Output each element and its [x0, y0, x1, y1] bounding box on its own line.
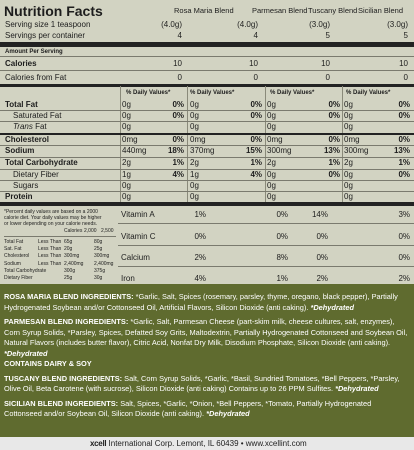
nutrient-daily-value: 1% — [328, 158, 340, 167]
nutrient-amount: 2g — [267, 158, 276, 167]
nutrient-amount: 0g — [344, 100, 353, 109]
nutrient-daily-value: 0% — [328, 100, 340, 109]
vitamin-value: 8% — [276, 253, 288, 262]
vitamin-value: 1% — [194, 210, 206, 219]
thick-divider — [0, 42, 414, 47]
nutrient-amount: 0g — [122, 111, 131, 120]
serving-size-parmesan: (4.0g) — [237, 20, 258, 29]
nutrient-daily-value: 0% — [328, 111, 340, 120]
nutrient-daily-value: 13% — [393, 146, 410, 155]
footnote-cell: Less Than — [38, 260, 62, 267]
nutrient-daily-value: 1% — [250, 158, 262, 167]
footnote-cell: 2,400mg — [94, 260, 114, 267]
parmesan-ingredients — [4, 317, 410, 370]
col-header-parmesan: Parmesan Blend — [252, 6, 308, 15]
divider — [118, 223, 414, 224]
calories-sicilian: 10 — [399, 59, 408, 68]
sicilian-ingredients — [4, 399, 410, 420]
nutrient-amount: 0g — [122, 122, 131, 131]
nutrient-amount: 0g — [267, 192, 276, 201]
divider — [118, 266, 414, 267]
nutrient-daily-value: 0% — [398, 135, 410, 144]
rosa-ingredients-heading: ROSA MARIA BLEND INGREDIENTS: — [4, 292, 134, 301]
nutrient-amount: 0g — [122, 100, 131, 109]
column-separator — [120, 86, 121, 202]
nutrient-label-protein: Protein — [5, 192, 33, 201]
footnote-cal-2000: 2,000 — [84, 228, 97, 234]
nutrient-amount: 0g — [344, 181, 353, 190]
vitamin-value: 0% — [316, 253, 328, 262]
vitamin-value: 0% — [194, 232, 206, 241]
trans-label: Trans — [13, 122, 33, 131]
nutrient-amount: 0g — [344, 122, 353, 131]
footnote-cell: 375g — [94, 267, 106, 274]
vitamin-value: 2% — [398, 274, 410, 283]
servings-rosa: 4 — [177, 31, 182, 40]
calories-rosa: 10 — [173, 59, 182, 68]
nutrient-daily-value: 0% — [172, 100, 184, 109]
footnote-cal-label: Calories — [64, 228, 83, 234]
footnote-cell: Less Than — [38, 253, 62, 260]
nutrient-amount: 1g — [190, 170, 199, 179]
calories-label: Calories — [5, 59, 37, 68]
footnote-line: *Percent daily values are based on a 2000 — [4, 209, 98, 215]
nutrient-daily-value: 1% — [172, 158, 184, 167]
nutrient-amount: 300mg — [344, 146, 369, 155]
nutrient-daily-value: 4% — [172, 170, 184, 179]
vitamin-value: 0% — [398, 232, 410, 241]
nutrient-amount: 0g — [190, 111, 199, 120]
nutrient-amount: 0g — [267, 181, 276, 190]
amount-per-serving: Amount Per Serving — [5, 49, 63, 55]
nutrient-daily-value: 18% — [167, 146, 184, 155]
nutrient-daily-value: 0% — [172, 135, 184, 144]
divider — [4, 236, 116, 237]
tuscany-ingredients-text: Salt, Corn Syrup Solids, *Garlic, *Basil, Sundried Tomatoes, *Bell Peppers, *Parsley, Olive Oil, Beta Carotene (with sucrose), Silicon Dioxide (anti caking) Contains up to 26 PPM Sulfites. — [4, 373, 400, 393]
nutrient-label-sat-fat: Saturated Fat — [13, 111, 62, 120]
vitamin-value: 4% — [194, 274, 206, 283]
vitamin-value: 3% — [398, 210, 410, 219]
nutrient-daily-value: 0% — [398, 170, 410, 179]
calories-fat-rosa: 0 — [177, 73, 182, 82]
nutrient-amount: 0g — [344, 170, 353, 179]
tuscany-ingredients-heading: TUSCANY BLEND INGREDIENTS: — [4, 373, 123, 383]
footnote-cell: 25g — [64, 275, 73, 281]
footnote-line: calorie diet. Your daily values may be higher — [4, 215, 102, 221]
nutrition-facts-title: Nutrition Facts — [4, 3, 103, 19]
serving-size-rosa: (4.0g) — [161, 20, 182, 29]
nutrient-label-cholesterol: Cholesterol — [5, 135, 50, 144]
nutrient-daily-value: 1% — [398, 158, 410, 167]
nutrient-daily-value: 0% — [328, 170, 340, 179]
footnote-cell: 300g — [64, 267, 76, 274]
footnote-cell: Dietary Fiber — [4, 275, 33, 281]
footnote-cell: 300mg — [64, 253, 80, 260]
footnote-cell: Less Than — [38, 246, 62, 253]
thick-divider — [0, 202, 414, 206]
footnote-cell: 65g — [64, 239, 73, 245]
footnote-cell: Total Fat — [4, 239, 24, 245]
col-header-tuscany: Tuscany Blend — [308, 6, 358, 15]
serving-size-sicilian: (3.0g) — [387, 20, 408, 29]
footnote-cell: 300mg — [94, 253, 110, 260]
divider — [0, 56, 414, 57]
nutrient-label-sodium: Sodium — [5, 146, 35, 155]
nutrient-amount: 0g — [190, 192, 199, 201]
divider — [0, 70, 414, 71]
nutrient-amount: 0g — [190, 181, 199, 190]
vitamin-value: 0% — [398, 253, 410, 262]
calories-fat-parmesan: 0 — [253, 73, 258, 82]
nutrient-amount: 0g — [344, 111, 353, 120]
rosa-dehydrated: *Dehydrated — [308, 302, 354, 312]
nutrient-daily-value: 13% — [323, 146, 340, 155]
rosa-ingredients-text: *Garlic, Salt, Spices (rosemary, parsley, thyme, oregano, black pepper), Partially Hydrogenated Soybean and/or Cottonseed Oil, Artificial Flavors, Silicon Dioxide (anti caking). — [4, 292, 398, 312]
vitamin-label: Vitamin A — [121, 210, 155, 219]
vitamin-value: 2% — [316, 274, 328, 283]
nutrient-amount: 2g — [190, 158, 199, 167]
nutrient-daily-value: 0% — [172, 111, 184, 120]
nutrient-label-carbs: Total Carbohydrate — [5, 158, 78, 167]
nutrient-amount: 0g — [190, 100, 199, 109]
calories-fat-label: Calories from Fat — [5, 73, 67, 82]
nutrient-amount: 0g — [267, 100, 276, 109]
vitamin-value: 0% — [316, 232, 328, 241]
nutrient-label-trans-fat — [13, 123, 47, 131]
footnote-cell: Sat. Fat — [4, 246, 22, 253]
footnote-line: or lower depending on your calorie needs. — [4, 221, 98, 227]
nutrient-daily-value: 4% — [250, 170, 262, 179]
allergen-statement: CONTAINS DAIRY & SOY — [4, 359, 92, 368]
divider — [118, 245, 414, 246]
ingredients-section — [0, 284, 414, 450]
vitamin-value: 0% — [276, 232, 288, 241]
nutrient-daily-value: 0% — [250, 135, 262, 144]
col-header-sicilian: Sicilian Blend — [358, 6, 404, 15]
footnote-cell: Cholesterol — [4, 253, 30, 260]
nutrient-amount: 2g — [122, 158, 131, 167]
nutrient-amount: 370mg — [190, 146, 215, 155]
sicilian-dehydrated: *Dehydrated — [204, 409, 250, 418]
calories-parmesan: 10 — [249, 59, 258, 68]
nutrient-amount: 1g — [122, 170, 131, 179]
parmesan-dehydrated: *Dehydrated — [4, 348, 48, 358]
nutrient-amount: 300mg — [267, 146, 292, 155]
medium-divider — [0, 84, 414, 87]
footnote-cell: Sodium — [4, 260, 21, 267]
footnote-text — [4, 209, 116, 227]
serving-size-label: Serving size 1 teaspoon — [5, 20, 91, 29]
calories-fat-tuscany: 0 — [325, 73, 330, 82]
footnote-cell: Total Carbohydrate — [4, 267, 47, 274]
nutrient-label-sugars: Sugars — [13, 181, 39, 190]
servings-label: Servings per container — [5, 31, 86, 40]
footnote-cell: 2,400mg — [64, 260, 84, 267]
vitamin-label: Vitamin C — [121, 232, 156, 241]
column-separator — [342, 86, 343, 202]
parmesan-ingredients-heading: PARMESAN BLEND INGREDIENTS: — [4, 317, 129, 326]
nutrient-amount: 0g — [267, 170, 276, 179]
vitamin-value: 2% — [194, 253, 206, 262]
column-separator — [265, 86, 266, 202]
footnote-cell: Less Than — [38, 239, 62, 245]
nutrient-amount: 440mg — [122, 146, 147, 155]
sicilian-ingredients-heading: SICILIAN BLEND INGREDIENTS: — [4, 398, 119, 408]
nutrient-amount: 0g — [122, 181, 131, 190]
rosa-ingredients — [4, 292, 410, 313]
column-separator — [187, 86, 188, 202]
tuscany-ingredients — [4, 374, 410, 395]
fat-label: Fat — [32, 122, 47, 131]
nutrient-amount: 0g — [344, 192, 353, 201]
nutrient-label-fiber: Dietary Fiber — [13, 170, 59, 179]
nutrient-label-total-fat: Total Fat — [5, 100, 38, 109]
footnote-cell: 20g — [64, 246, 73, 253]
vitamin-label: Calcium — [121, 253, 150, 262]
nutrient-daily-value: 0% — [250, 100, 262, 109]
brand-logo: xcell — [90, 439, 107, 448]
nutrient-amount: 0g — [122, 192, 131, 201]
servings-parmesan: 4 — [253, 31, 258, 40]
vitamin-label: Iron — [121, 274, 135, 283]
nutrient-daily-value: 0% — [250, 111, 262, 120]
dv-header-tuscany: % Daily Values* — [270, 90, 315, 96]
calories-fat-sicilian: 0 — [403, 73, 408, 82]
vitamin-value: 0% — [276, 210, 288, 219]
dv-header-rosa: % Daily Values* — [126, 90, 171, 96]
servings-sicilian: 5 — [403, 31, 408, 40]
serving-size-tuscany: (3.0g) — [309, 20, 330, 29]
nutrient-amount: 0mg — [190, 135, 206, 144]
nutrient-amount: 0mg — [267, 135, 283, 144]
footnote-cal-2500: 2,500 — [101, 228, 114, 234]
col-header-rosa: Rosa Maria Blend — [174, 6, 234, 15]
company-footer — [0, 437, 414, 450]
footnote-cell: 80g — [94, 239, 103, 245]
nutrient-daily-value: 0% — [398, 100, 410, 109]
nutrient-amount: 0mg — [122, 135, 138, 144]
nutrient-amount: 0g — [190, 122, 199, 131]
dv-header-parmesan: % Daily Values* — [190, 90, 235, 96]
footnote-cell: 25g — [94, 246, 103, 253]
nutrient-amount: 0g — [267, 111, 276, 120]
sicilian-ingredients-text: Salt, Spices, *Garlic, *Onion, *Bell Peppers, *Tomato, Partially Hydrogenated Cottonseed and/or Soybean Oil, Silicon Dioxide (anti caking). — [4, 398, 372, 418]
company-address: International Corp. Lemont, IL 60439 • www.xcellint.com — [106, 439, 307, 448]
vitamin-value: 14% — [311, 210, 328, 219]
nutrient-amount: 0mg — [344, 135, 360, 144]
nutrient-amount: 0g — [267, 122, 276, 131]
servings-tuscany: 5 — [325, 31, 330, 40]
dv-header-sicilian: % Daily Values* — [346, 90, 391, 96]
vitamin-value: 1% — [276, 274, 288, 283]
nutrient-daily-value: 0% — [398, 111, 410, 120]
nutrient-amount: 2g — [344, 158, 353, 167]
calories-tuscany: 10 — [321, 59, 330, 68]
parmesan-ingredients-text: *Garlic, Salt, Parmesan Cheese (part-skim milk, cheese cultures, salt, enzymes), Corn Syrup Solids, *Parsley, Spices, Defatted Soy Grits, Maltodextrin, Partially Hydrogenated Cottonseed and Soybean Oil, Natural Flavors (includes butter flavor), Citric Acid, Nonfat Dry Milk, Disodium Phosphate, Silicon Dioxide (anti caking). — [4, 317, 408, 347]
tuscany-dehydrated: *Dehydrated — [333, 384, 379, 393]
footnote-cell: 30g — [94, 275, 103, 281]
nutrient-daily-value: 0% — [328, 135, 340, 144]
nutrient-daily-value: 15% — [245, 146, 262, 155]
